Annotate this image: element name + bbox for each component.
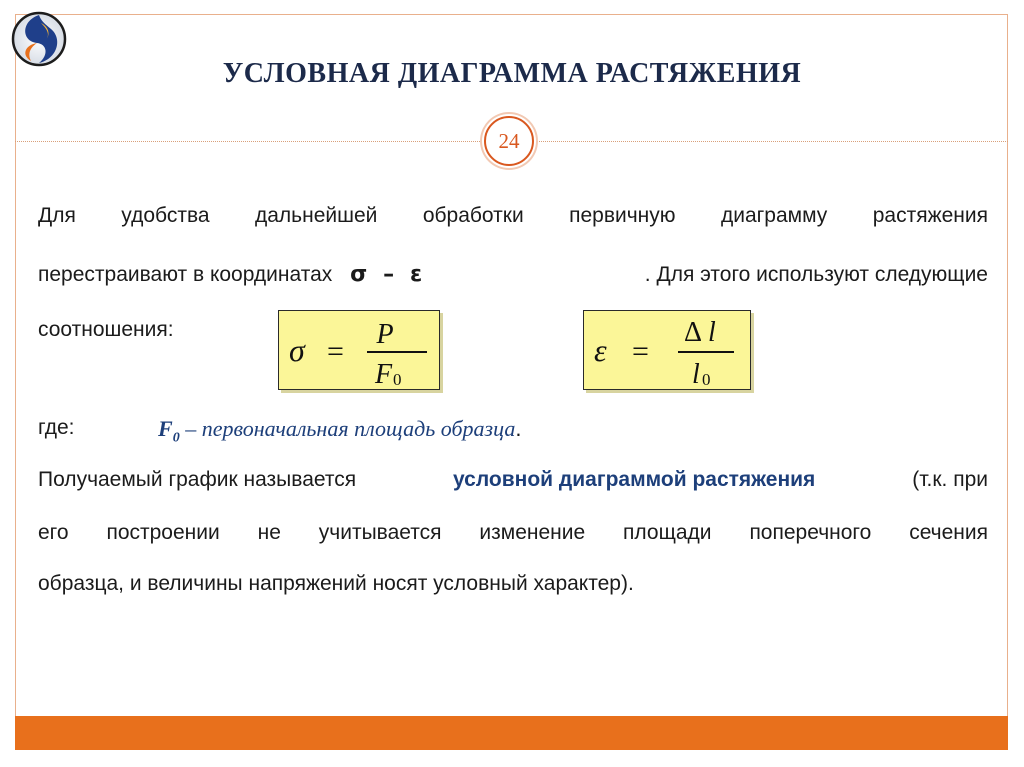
paragraph2-line1 <box>38 468 988 492</box>
paragraph2-line3: образца, и величины напряжений носят условный характер). <box>38 572 634 595</box>
formula-strain-svg <box>584 311 752 391</box>
paragraph2-line2 <box>38 521 988 545</box>
formula-stress-denominator: F <box>375 359 393 390</box>
formula-strain-box <box>583 310 751 390</box>
sigma-symbol: σ <box>350 262 368 287</box>
paragraph1-line1 <box>38 204 988 228</box>
paragraph1-line2-start: перестраивают в координатах <box>38 263 333 286</box>
paragraph1-line2-end: . Для этого используют следующие <box>644 263 988 286</box>
dash-symbol: – <box>383 262 395 287</box>
formula-strain-numerator: l <box>708 317 716 348</box>
formula-stress-numerator: P <box>376 319 394 350</box>
formula-stress-eq: = <box>327 335 344 368</box>
paragraph1-line1-text: Для удобства дальнейшей обработки первичную диаграмму растяжения <box>38 204 988 227</box>
where-definition-text: – первоначальная площадь образца <box>179 416 516 441</box>
formula-stress-lhs: σ <box>289 332 305 368</box>
where-symbol: F <box>158 416 173 441</box>
formula-strain-eq: = <box>632 335 649 368</box>
formula-stress-denominator-sub: 0 <box>393 370 402 389</box>
formula-strain-lhs: ε <box>594 332 607 368</box>
formula-stress-svg <box>279 311 441 391</box>
where-end: . <box>515 416 522 441</box>
where-label: где: <box>38 416 75 439</box>
paragraph2-line1-end: (т.к. при <box>912 468 988 491</box>
formula-strain-denominator-sub: 0 <box>702 370 711 389</box>
paragraph1-line2 <box>38 262 988 287</box>
footer-accent-bar <box>15 716 1008 750</box>
paragraph1-line2-start-group <box>38 262 422 287</box>
where-symbol-sub: 0 <box>172 430 180 446</box>
where-definition <box>158 416 521 446</box>
paragraph2-line2-text: его построении не учитывается изменение площади поперечного сечения <box>38 521 988 544</box>
paragraph1-line3: соотношения: <box>38 318 174 341</box>
epsilon-symbol: ε <box>409 262 423 287</box>
formula-strain-denominator: l <box>692 359 700 390</box>
slide-title: УСЛОВНАЯ ДИАГРАММА РАСТЯЖЕНИЯ <box>222 58 802 89</box>
page-number-badge: 24 <box>484 116 534 166</box>
formula-stress-box <box>278 310 440 390</box>
paragraph2-highlight: условной диаграммой растяжения <box>453 468 816 491</box>
formula-strain-delta: Δ <box>684 317 703 348</box>
paragraph2-line1-start: Получаемый график называется <box>38 468 357 491</box>
